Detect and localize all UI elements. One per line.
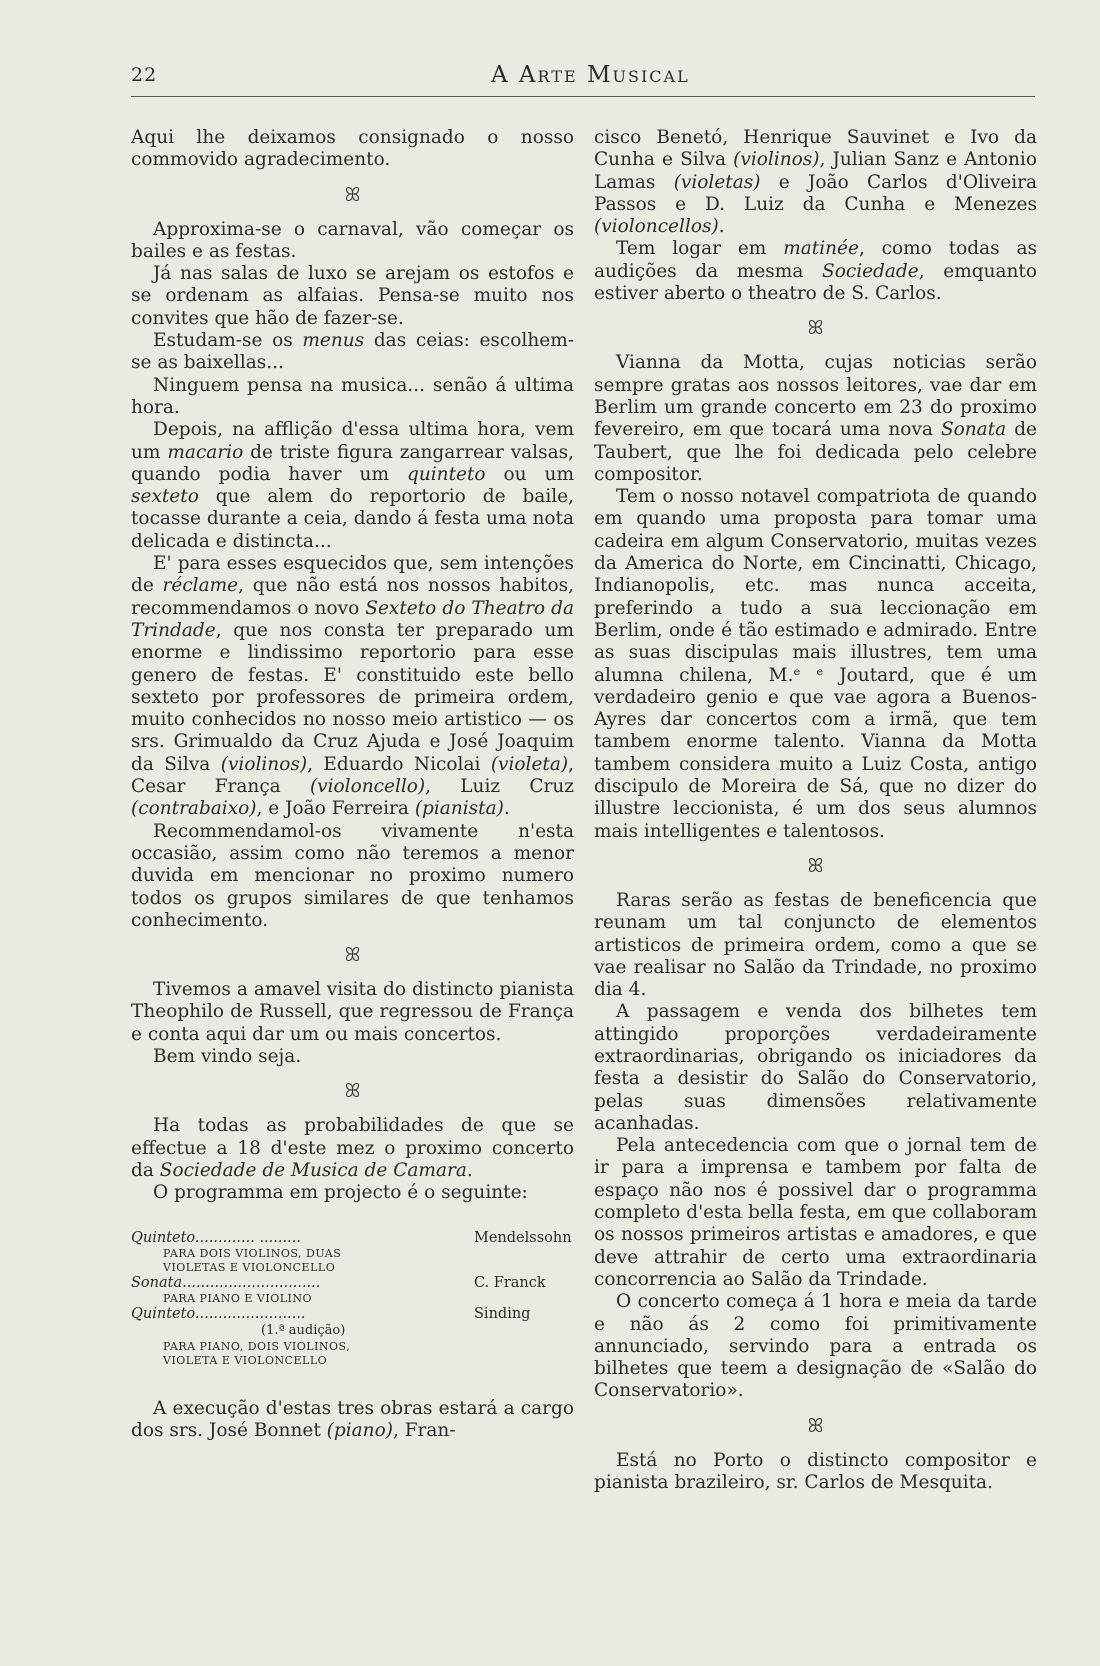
premiere-note: (1.ª audição) [261,1322,346,1338]
paragraph: Vianna da Motta, cujas noticias serão sempre gratas aos nossos leitores, vae dar em Berlim um grande concerto em 23 do proximo fevereiro, em que tocará uma nova Sonata de Taubert, que lhe foi dedicada pelo celebre compositor. [594,352,1037,485]
right-column [594,127,1037,1494]
paragraph: Recommendamol-os vivamente n'esta occasião, assim como não teremos a menor duvida em mencionar no proximo numero todos os grupos similares de que tenhamos conhecimento. [131,820,574,931]
paragraph: Raras serão as festas de beneficencia que reunam um tal conjuncto de elementos artisticos de primeira ordem, como a que se vae realisar no Salão da Trindade, no proximo dia 4. [594,889,1037,1001]
paragraph: Tem logar em matinée, como todas as audições da mesma Sociedade, emquanto estiver aberto o theatro de S. Carlos. [594,238,1038,305]
ornament-icon: ꕤ [344,944,361,967]
ornament-icon: ꕤ [344,183,361,206]
paragraph: A passagem e venda dos bilhetes tem attingido proporções verdadeiramente extraordinarias, obrigando os iniciadores da festa a desistir do Salão do Conservatorio, pelas suas dimensões relativamente acanhadas. [594,1001,1037,1134]
programme-item [131,1230,574,1247]
composer: Sinding [474,1306,531,1323]
paragraph: Ha todas as probabilidades de que se effectue a 18 d'este mez o proximo concerto da Sociedade de Musica de Camara. [131,1115,574,1181]
work-title: Sonata.............................. [131,1275,321,1292]
ornament-icon: ꕤ [807,317,824,340]
instrumentation: PARA PIANO, DOIS VIOLINOS, VIOLETA E VIOLONCELLO [163,1339,351,1367]
paragraph: Tem o nosso notavel compatriota de quando em quando uma proposta para tomar uma cadeira em algum Conservatorio, muitas vezes da America do Norte, em Cincinatti, Chicago, Indianopolis, etc. mas nunca acceita, preferindo a tudo a sua leccionação em Berlim, onde é tão estimado e admirado. Entre as suas discipulas mais illustres, tem uma alumna chilena, M.ᵉ ᵉ Joutard, que é um verdadeiro genio e que vae agora a Buenos-Ayres dar concertos com a irmã, que tem tambem enorme talento. Vianna da Motta tambem considera muito a Luiz Costa, antigo discipulo de Moreira de Sá, que no dizer do illustre leccionista, é um dos seus alumnos mais intelligentes e talentosos. [594,486,1037,842]
paragraph: Estudam-se os menus das ceias: escolhem-se as baixellas... [131,330,574,374]
programme-item [131,1275,574,1292]
paragraph: A execução d'estas tres obras estará a cargo dos srs. José Bonnet (piano), Fran- [131,1397,574,1441]
ornament-icon: ꕤ [344,1080,361,1103]
paragraph: cisco Benetó, Henrique Sauvinet e Ivo da Cunha e Silva (violinos), Julian Sanz e Antonio Lamas (violetas) e João Carlos d'Oliveira Passos e D. Luiz da Cunha e Menezes (violoncellos). [594,127,1038,238]
composer: C. Franck [474,1275,546,1292]
paragraph: Aqui lhe deixamos consignado o nosso commovido agradecimento. [131,127,574,171]
page-header [131,62,1035,97]
paragraph: Depois, na afflição d'essa ultima hora, vem um macario de triste figura zangarrear valsas, quando podia haver um quinteto ou um sexteto que alem do reportorio de baile, tocasse durante a ceia, dando á festa uma nota delicada e distincta... [131,419,574,552]
concert-programme [131,1230,574,1367]
paragraph: E' para esses esquecidos que, sem intenções de réclame, que não está nos nossos habitos, recommendamos o novo Sexteto do Theatro da Trindade, que nos consta ter preparado um enorme e lindissimo reportorio para esse genero de festas. E' constituido este bello sexteto por professores de primeira ordem, muito conhecidos no nosso meio artistico — os srs. Grimualdo da Cruz Ajuda e José Joaquim da Silva (violinos), Eduardo Nicolai (violeta), Cesar França (violoncello), Luiz Cruz (contrabaixo), e João Ferreira (pianista). [131,553,574,820]
paragraph: Ninguem pensa na musica... senão á ultima hora. [131,374,574,418]
paragraph: O concerto começa á 1 hora e meia da tarde e não ás 2 como foi primitivamente annunciado, servindo para a entrada os bilhetes que teem a designação de «Salão do Conservatorio». [594,1291,1037,1402]
composer: Mendelssohn [474,1230,572,1247]
instrumentation: PARA DOIS VIOLINOS, DUAS VIOLETAS E VIOLONCELLO [163,1247,342,1275]
paragraph: Está no Porto o distincto compositor e pianista brazileiro, sr. Carlos de Mesquita. [594,1449,1037,1494]
instrumentation: PARA PIANO E VIOLINO [163,1292,313,1306]
paragraph: Approxima-se o carnaval, vão começar os bailes e as festas. [131,218,574,262]
ornament-icon: ꕤ [807,854,824,877]
left-column [131,127,574,1442]
page-number: 22 [131,64,158,86]
work-title: Quinteto........................ [131,1306,306,1323]
ornament-icon: ꕤ [807,1414,824,1437]
journal-title: A Arte Musical [491,62,690,88]
paragraph: Tivemos a amavel visita do distincto pianista Theophilo de Russell, que regressou de França e conta aqui dar um ou mais concertos. [131,979,574,1045]
paragraph: O programma em projecto é o seguinte: [153,1182,528,1204]
paragraph: Já nas salas de luxo se arejam os estofos e se ordenam as alfaias. Pensa-se muito nos convites que hão de fazer-se. [131,263,574,329]
programme-item [131,1306,574,1323]
paragraph: Pela antecedencia com que o jornal tem de ir para a imprensa e tambem por falta de espaço não nos é possivel dar o programma completo d'esta bella festa, em que collaboram os nossos primeiros artistas e amadores, e que deve attrahir de certo uma extraordinaria concorrencia ao Salão da Trindade. [594,1135,1037,1290]
paragraph: Bem vindo seja. [153,1045,302,1067]
work-title: Quinteto............. ......... [131,1230,301,1247]
